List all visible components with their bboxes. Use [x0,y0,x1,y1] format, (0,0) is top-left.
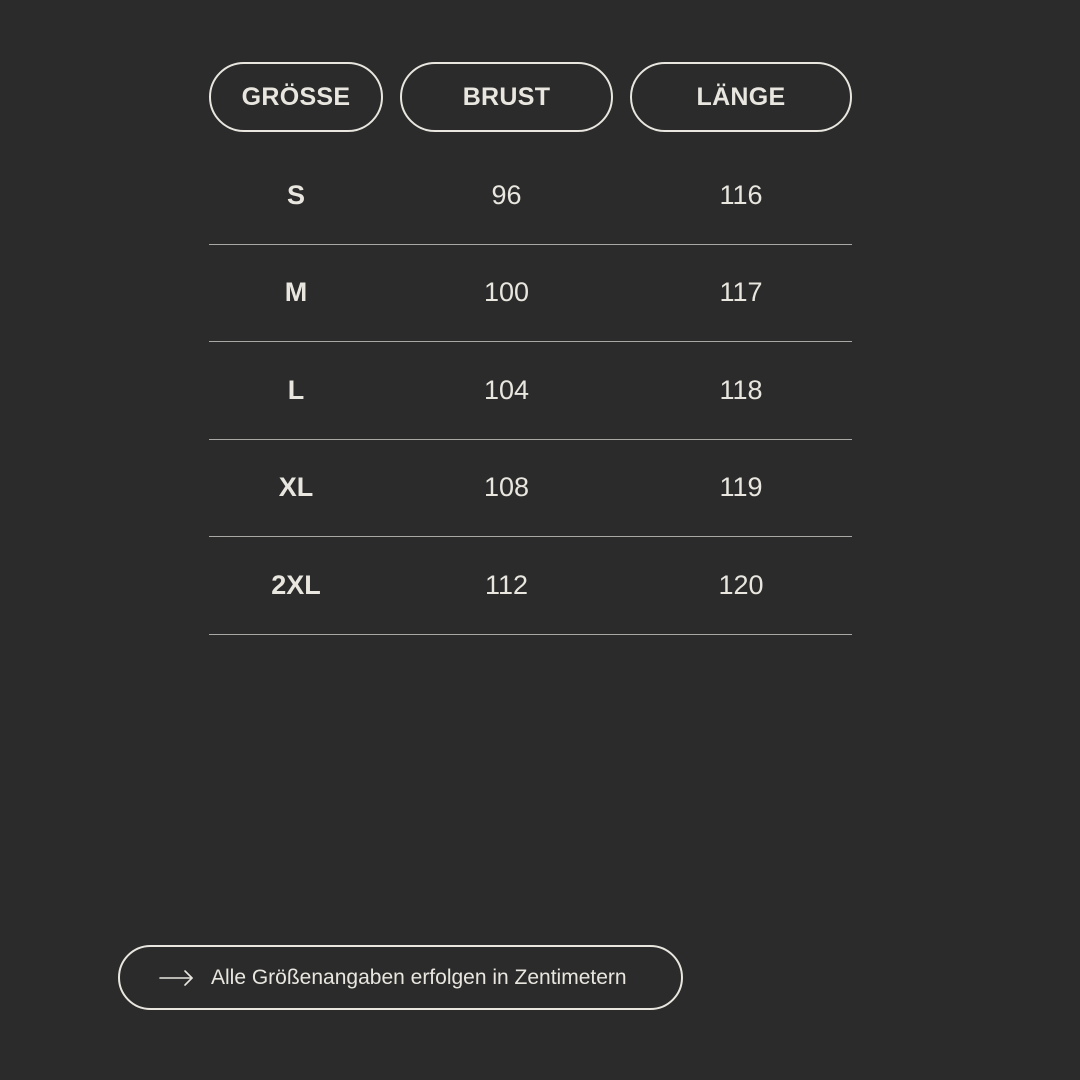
brust-cell: 112 [484,569,529,600]
laenge-cell: 118 [719,374,763,405]
table-row [209,440,852,538]
brust-cell: 104 [483,374,530,405]
units-note-text: Alle Größenangaben erfolgen in Zentimetern [211,965,627,989]
size-table [209,147,852,635]
column-header-brust: BRUST [400,62,613,132]
table-row [209,342,852,440]
column-header-laenge: LÄNGE [630,62,852,132]
laenge-cell: 120 [718,569,764,600]
laenge-cell: 117 [719,277,763,307]
column-header-groesse: GRÖSSE [209,62,383,132]
brust-cell: 96 [491,179,522,210]
table-row [209,245,852,343]
table-row [209,537,852,635]
brust-cell: 108 [483,472,530,502]
laenge-cell: 116 [719,179,763,210]
size-cell: XL [278,472,314,502]
size-cell: M [284,277,308,307]
arrow-right-icon [159,968,195,988]
size-cell: 2XL [271,569,321,600]
table-row [209,147,852,245]
brust-cell: 100 [483,277,530,307]
units-note [118,945,683,1010]
size-cell: L [287,374,305,405]
size-cell: S [286,179,305,210]
laenge-cell: 119 [719,472,763,502]
